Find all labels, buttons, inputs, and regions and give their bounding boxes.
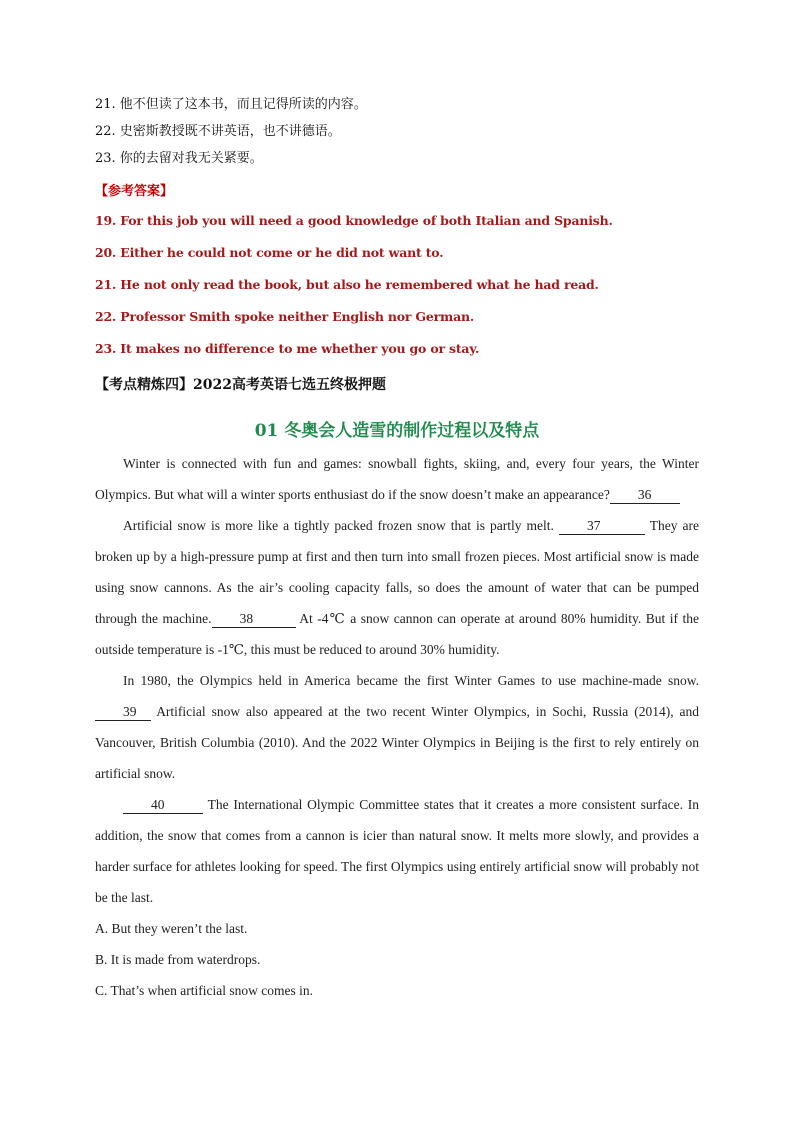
translation-item-21: 21. 他不但读了这本书，而且记得所读的内容。 xyxy=(95,97,367,112)
option-a: A. But they weren’t the last. xyxy=(95,921,248,936)
passage-body xyxy=(95,448,699,1006)
paragraph-4-text: The International Olympic Committee states that it creates a more consistent surface. In addition, the snow that comes from a cannon is icier than natural snow. It melts more slowly, and provides a harder surface for athletes looking for speed. The first Olympics using entirely artificial snow will probably not be the last. xyxy=(95,797,699,905)
paragraph-3-text-a: In 1980, the Olympics held in America became the first Winter Games to use machine-made snow. xyxy=(123,673,699,688)
answer-19: 19. For this job you will need a good knowledge of both Italian and Spanish. xyxy=(95,213,613,228)
blank-39: 39 xyxy=(95,703,151,721)
option-b: B. It is made from waterdrops. xyxy=(95,952,261,967)
answer-23: 23. It makes no difference to me whether you go or stay. xyxy=(95,341,480,356)
paragraph-2-text-b: They are broken up by a high-pressure pump at first and then turn into small frozen pieces. Most artificial snow is made using snow cannons. As the air’s cooling capacity falls, so does the amount of water that can be pumped through the machine. xyxy=(95,518,699,626)
answer-21: 21. He not only read the book, but also he remembered what he had read. xyxy=(95,277,599,292)
option-c: C. That’s when artificial snow comes in. xyxy=(95,983,313,998)
section-title: 【考点精炼四】2022高考英语七选五终极押题 xyxy=(95,377,386,393)
paragraph-3 xyxy=(95,665,699,789)
answer-20: 20. Either he could not come or he did not want to. xyxy=(95,245,444,260)
paragraph-2-text-a: Artificial snow is more like a tightly packed frozen snow that is partly melt. xyxy=(123,518,554,533)
blank-40: 40 xyxy=(123,796,203,814)
paragraph-3-text-b: Artificial snow also appeared at the two recent Winter Olympics, in Sochi, Russia (2014), and Vancouver, British Columbia (2010). And the 2022 Winter Olympics in Beijing is the first to rely entirely on artificial snow. xyxy=(95,704,699,781)
paragraph-2-text-c: At -4℃ a snow cannon can operate at around 80% humidity. But if the outside temperature is -1℃, this must be reduced to around 30% humidity. xyxy=(95,611,699,657)
answer-22: 22. Professor Smith spoke neither English nor German. xyxy=(95,309,475,324)
paragraph-2 xyxy=(95,510,699,665)
translation-item-22: 22. 史密斯教授既不讲英语，也不讲德语。 xyxy=(95,124,341,139)
translation-item-23: 23. 你的去留对我无关紧要。 xyxy=(95,151,263,166)
paragraph-4 xyxy=(95,789,699,913)
blank-36: 36 xyxy=(610,486,680,504)
paragraph-1 xyxy=(95,448,699,510)
blank-38: 38 xyxy=(212,610,296,628)
blank-37: 37 xyxy=(559,517,645,535)
answer-heading: 【参考答案】 xyxy=(95,184,174,199)
paragraph-1-text: Winter is connected with fun and games: snowball fights, skiing, and, every four years, the Winter Olympics. But what will a winter sports enthusiast do if the snow doesn’t make an appearance? xyxy=(95,456,699,502)
passage-title: 01 冬奥会人造雪的制作过程以及特点 xyxy=(254,421,540,441)
